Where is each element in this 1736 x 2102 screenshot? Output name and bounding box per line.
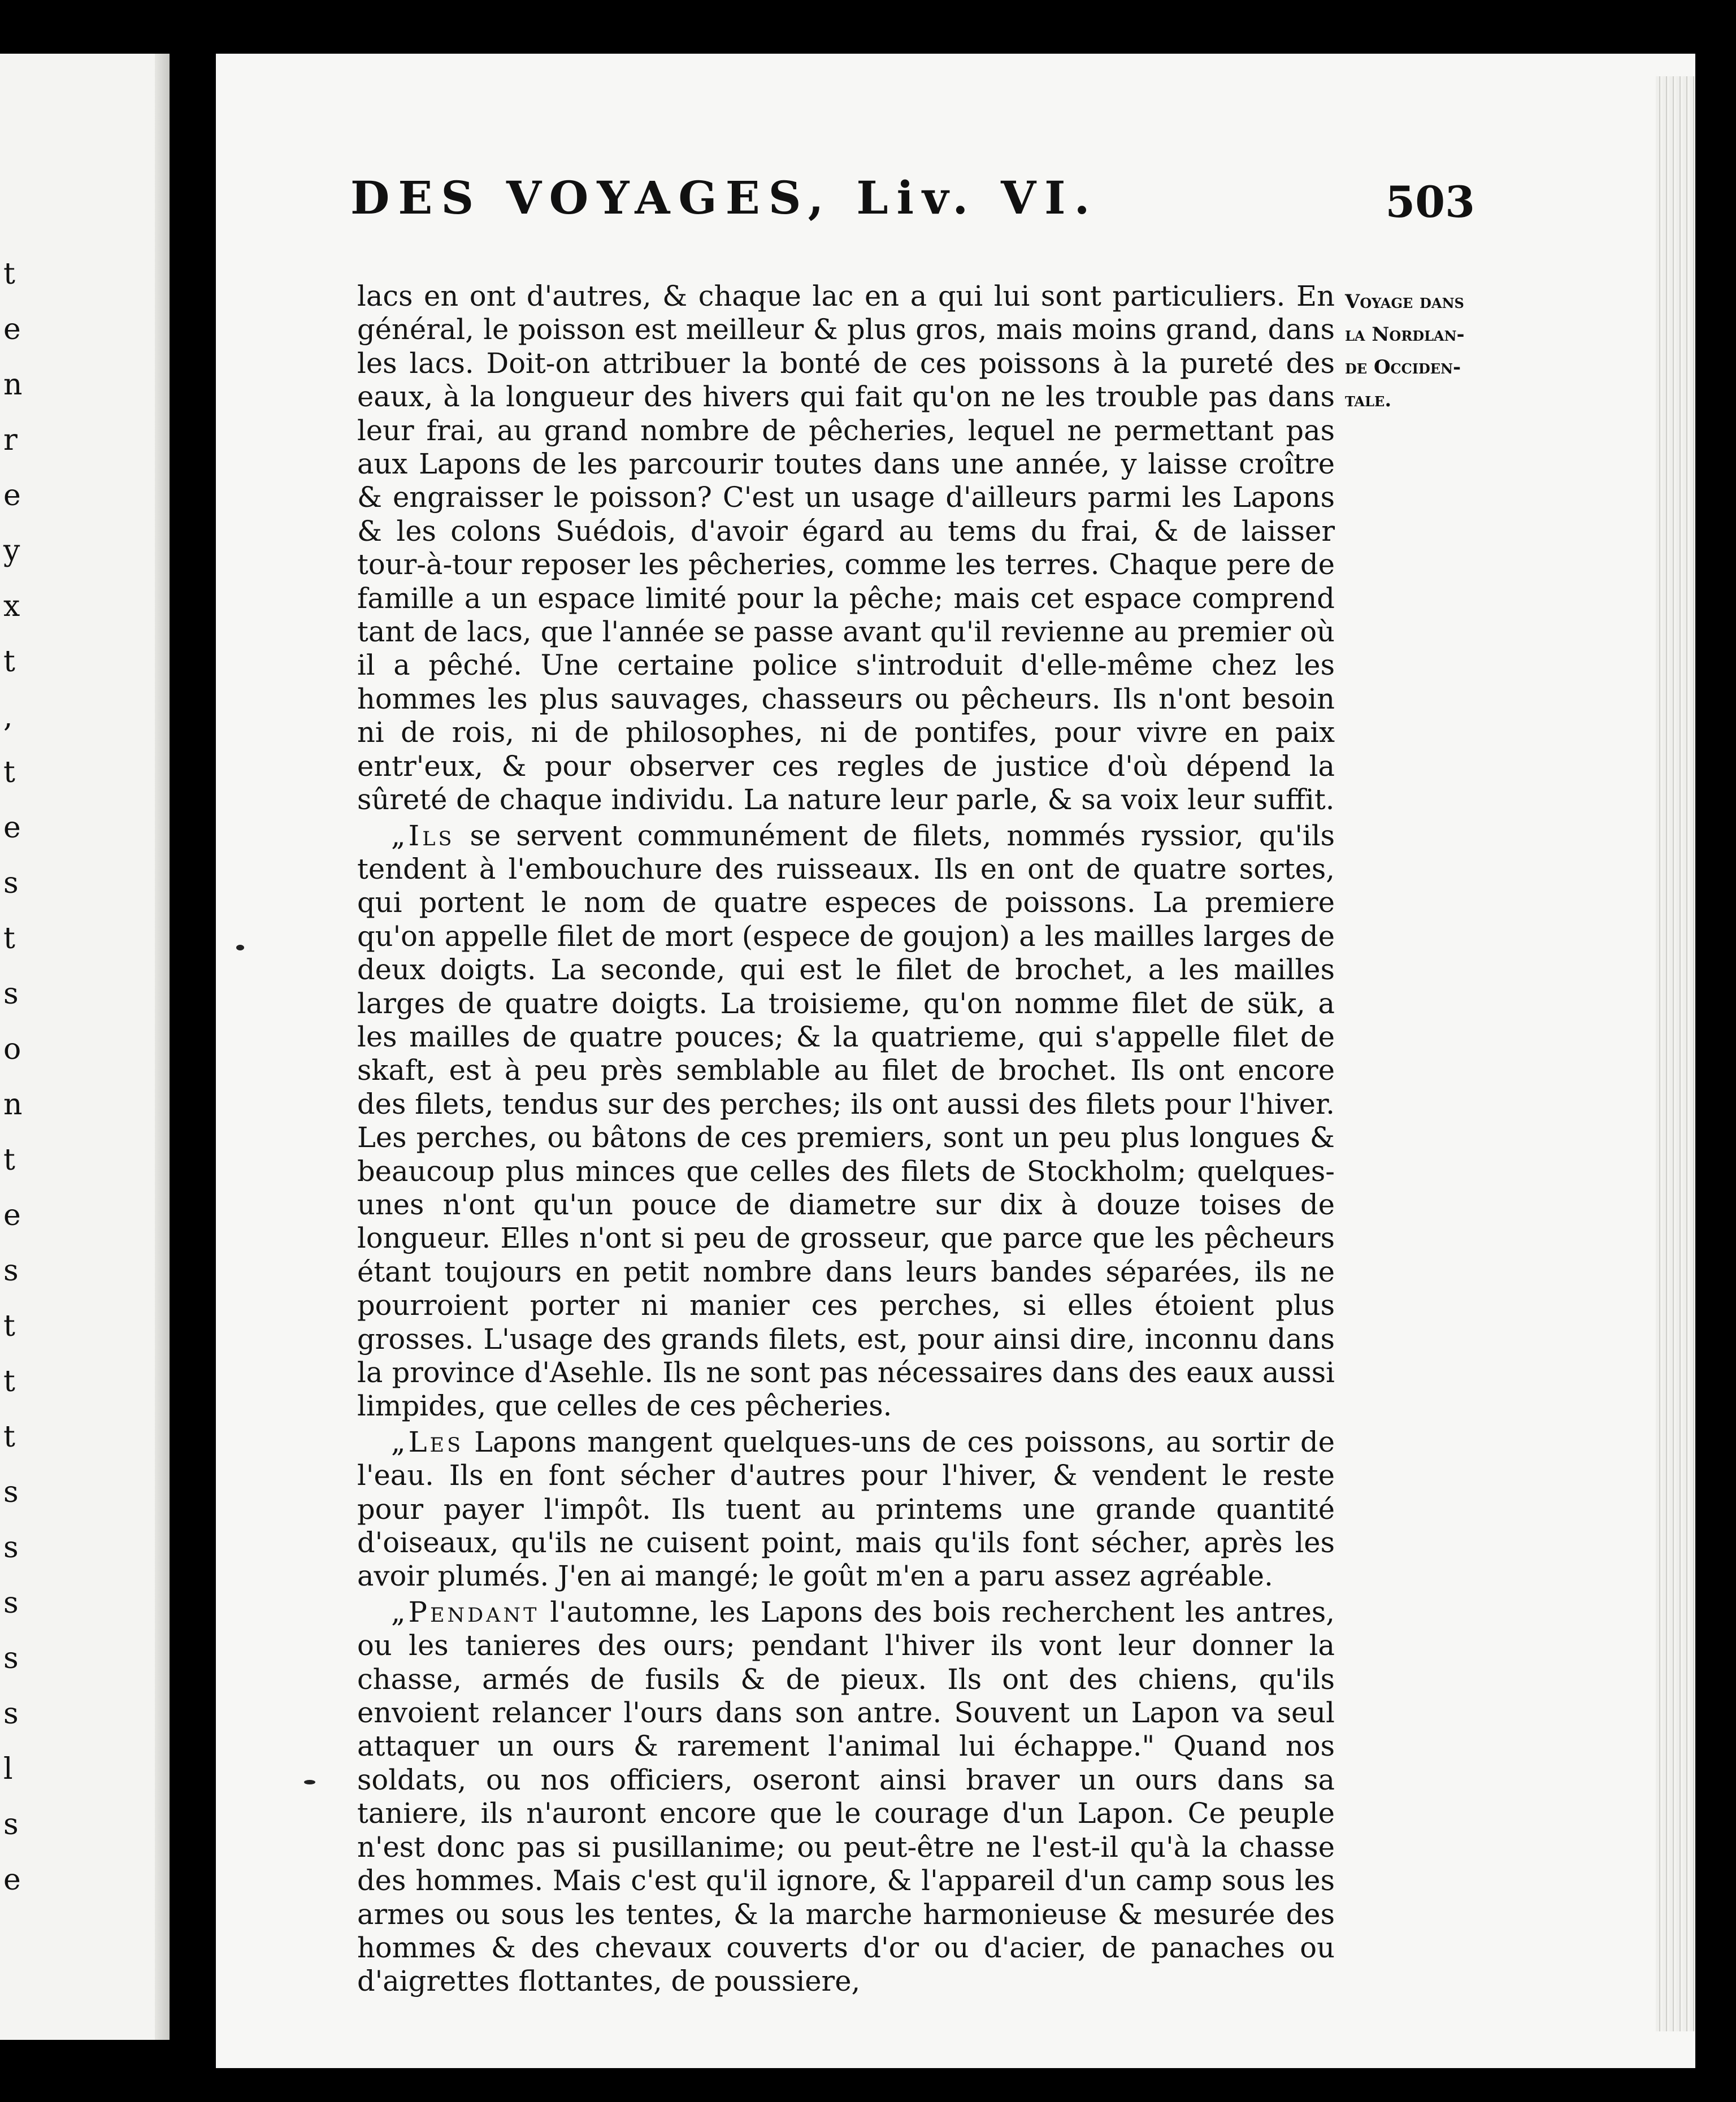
body-text [357, 280, 1335, 2001]
paragraph-text: se servent communément de filets, nommés ryssior, qu'ils tendent à l'embouchure des ruisseaux. Ils en ont de quatre sortes, qui portent le nom de quatre especes de poissons. La premiere qu'on appelle filet de mort (espece de goujon) a les mailles larges de deux doigts. La seconde, qui est le filet de brochet, a les mailles larges de quatre doigts. La troisieme, qu'on nomme filet de sük, a les mailles de quatre pouces; & la quatrieme, qui s'appelle filet de skaft, est à peu près semblable au filet de brochet. Ils ont encore des filets, tendus sur des perches; ils ont aussi des filets pour l'hiver. Les perches, ou bâtons de ces premiers, sont un peu plus longues & beaucoup plus minces que celles des filets de Stockholm; quelques-unes n'ont qu'un pouce de diametre sur dix à douze toises de longueur. Elles n'ont si peu de grosseur, que parce que les pêcheurs étant toujours en petit nombre dans leurs bandes séparées, ils ne pourroient porter ni manier ces perches, si elles étoient plus grosses. L'usage des grands filets, est, pour ainsi dire, inconnu dans la province d'Asehle. Ils ne sont pas nécessaires dans des eaux aussi limpides, que celles de ces pêcheries. [357, 819, 1335, 1423]
facing-page-letter: o [3, 1032, 21, 1066]
running-title: DES VOYAGES, Liv. VI. [350, 171, 1099, 224]
paragraph-2 [357, 819, 1335, 1423]
margin-note-line: la Nordlan- [1345, 323, 1465, 346]
facing-page-letter: t [3, 922, 15, 956]
margin-note-line: de Occiden- [1345, 356, 1461, 379]
page-number: 503 [1385, 177, 1475, 227]
margin-note-line: Voyage dans [1345, 290, 1464, 313]
facing-page-letter: t [3, 1309, 15, 1343]
facing-page-letter: n [3, 1088, 23, 1122]
facing-page-letter: s [3, 1254, 19, 1288]
facing-page-letter: s [3, 1808, 19, 1842]
paragraph-lead: „Ils [391, 819, 455, 852]
paragraph-1 [357, 280, 1335, 817]
paragraph-text: l'automne, les Lapons des bois recherchent les antres, ou les tanieres des ours; pendant l'hiver ils vont leur donner la chasse, armés de fusils & de pieux. Ils ont des chiens, qu'ils envoient relancer l'ours dans son antre. Souvent un Lapon va seul attaquer un ours & rarement l'animal lui échappe." Quand nos soldats, ou nos officiers, oseront ainsi braver un ours dans sa taniere, ils n'auront encore que le courage d'un Lapon. Ce peuple n'est donc pas si pusillanime; ou peut-être ne l'est-il qu'à la chasse des hommes. Mais c'est qu'il ignore, & l'appareil d'un camp sous les armes ou sous les tentes, & la marche harmonieuse & mesurée des hommes & des chevaux couverts d'or ou d'acier, de panaches ou d'aigrettes flottantes, de poussiere, [357, 1595, 1335, 1998]
facing-page-letter: t [3, 755, 15, 789]
margin-note-line: tale. [1345, 389, 1392, 411]
facing-page-letter: r [3, 423, 18, 457]
facing-page-letter: s [3, 866, 19, 900]
facing-page-letter: n [3, 368, 23, 402]
ink-speck [236, 945, 244, 950]
facing-page-letter: e [3, 312, 21, 346]
facing-page-letter: s [3, 1586, 19, 1620]
paragraph-lead: „Les [391, 1425, 464, 1458]
margin-note [1345, 285, 1469, 416]
facing-page-letter: s [3, 1697, 19, 1731]
paragraph-text: Lapons mangent quelques-uns de ces poissons, au sortir de l'eau. Ils en font sécher d'autres pour l'hiver, & vendent le reste pour payer l'impôt. Ils tuent au printems une grande quantité d'oiseaux, qu'ils ne cuisent point, mais qu'ils font sécher, après les avoir plumés. J'en ai mangé; le goût m'en a paru assez agréable. [357, 1425, 1335, 1593]
facing-page-letter: t [3, 257, 15, 291]
facing-page-letter: s [3, 1531, 19, 1565]
facing-page-letter: t [3, 1365, 15, 1399]
facing-page-letter: l [3, 1752, 13, 1786]
running-head [350, 167, 1475, 246]
facing-page-letter: s [3, 977, 19, 1011]
facing-page-letter: e [3, 811, 21, 845]
facing-page-letter: e [3, 1863, 21, 1897]
facing-page-letter: t [3, 645, 15, 679]
facing-page-letter: e [3, 1198, 21, 1232]
facing-page-letter: , [3, 700, 13, 734]
facing-page-letter: y [3, 534, 20, 568]
facing-page-letter: e [3, 479, 21, 513]
paragraph-text: lacs en ont d'autres, & chaque lac en a qui lui sont particuliers. En général, le poisson est meilleur & plus gros, mais moins grand, dans les lacs. Doit-on attribuer la bonté de ces poissons à la pureté des eaux, à la longueur des hivers qui fait qu'on ne les trouble pas dans leur frai, au grand nombre de pêcheries, lequel ne permettant pas aux Lapons de les parcourir toutes dans une année, y laisse croître & engraisser le poisson? C'est un usage d'ailleurs parmi les Lapons & les colons Suédois, d'avoir égard au tems du frai, & de laisser tour-à-tour reposer les pêcheries, comme les terres. Chaque pere de famille a un espace limité pour la pêche; mais cet espace comprend tant de lacs, que l'année se passe avant qu'il revienne au premier où il a pêché. Une certaine police s'introduit d'elle-même chez les hommes les plus sauvages, chasseurs ou pêcheurs. Ils n'ont besoin ni de rois, ni de philosophes, ni de pontifes, pour vivre en paix entr'eux, & pour observer ces regles de justice d'où dépend la sûreté de chaque individu. La nature leur parle, & sa voix leur suffit. [357, 280, 1335, 817]
page-edges [1656, 76, 1695, 2031]
paragraph-4 [357, 1596, 1335, 1999]
facing-page-letter: s [3, 1475, 19, 1509]
facing-page-letter: t [3, 1143, 15, 1177]
paragraph-3 [357, 1426, 1335, 1593]
paragraph-lead: „Pendant [391, 1595, 540, 1628]
facing-page-letter: t [3, 1420, 15, 1454]
page-gutter [155, 54, 170, 2040]
facing-page-edge [0, 54, 170, 2040]
ink-speck [304, 1780, 315, 1784]
facing-page-letter: s [3, 1641, 19, 1675]
facing-page-letter: x [3, 589, 20, 623]
